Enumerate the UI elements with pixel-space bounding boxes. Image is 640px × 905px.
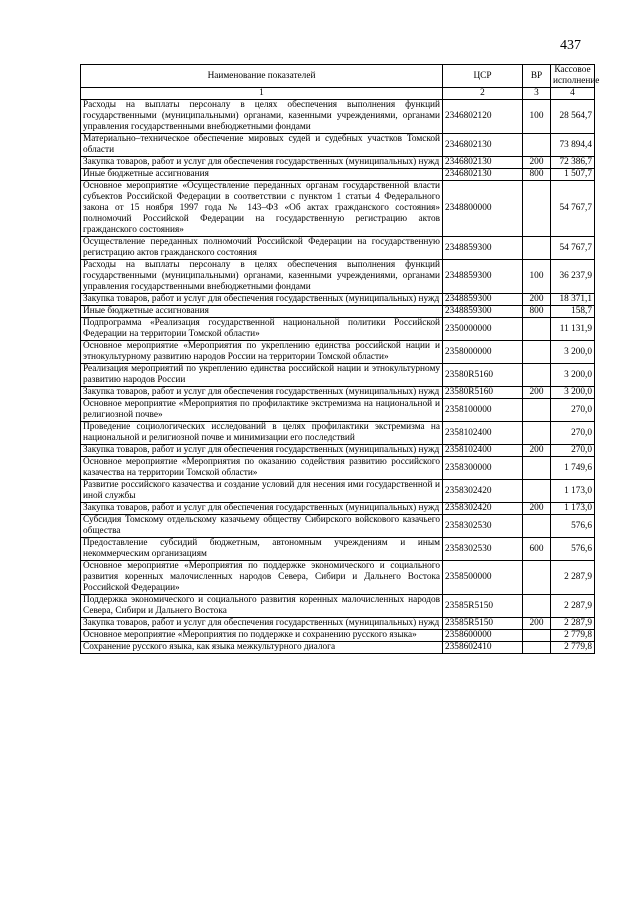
row-name-cell: Предоставление субсидий бюджетным, автономным учреждениям и иным некоммерческим организациям: [81, 538, 443, 561]
row-csr-cell: 2358602410: [443, 642, 523, 654]
row-vr-cell: [523, 457, 551, 480]
table-row: [81, 561, 595, 595]
row-name-cell: Расходы на выплаты персоналу в целях обеспечения выполнения функций государственными (муниципальными) органами, казенными учреждениями, органами управления государственными внебюджетными фондами: [81, 100, 443, 134]
row-vr-cell: [523, 422, 551, 445]
table-row: [81, 515, 595, 538]
row-sum-cell: 3 200,0: [551, 387, 595, 399]
row-name-cell: Иные бюджетные ассигнования: [81, 169, 443, 181]
row-vr-cell: [523, 181, 551, 237]
table-row: [81, 630, 595, 642]
row-vr-cell: [523, 318, 551, 341]
column-number: 1: [81, 88, 443, 100]
header-vr: ВР: [523, 65, 551, 88]
row-name-cell: Основное мероприятие «Мероприятия по укреплению единства российской нации и этнокультурному развитию народов России на территории Томской области»: [81, 341, 443, 364]
table-row: [81, 618, 595, 630]
table-row: [81, 457, 595, 480]
row-vr-cell: 800: [523, 306, 551, 318]
row-name-cell: Материально–техническое обеспечение мировых судей и судебных участков Томской области: [81, 134, 443, 157]
row-csr-cell: 23580R5160: [443, 387, 523, 399]
table-row: [81, 503, 595, 515]
table-row: [81, 445, 595, 457]
table-row: [81, 387, 595, 399]
row-name-cell: Основное мероприятие «Мероприятия по поддержке экономического и социального развития коренных малочисленных народов Севера, Сибири и Дальнего Востока Российской Федерации»: [81, 561, 443, 595]
row-vr-cell: [523, 364, 551, 387]
row-csr-cell: 2346802130: [443, 134, 523, 157]
row-sum-cell: 158,7: [551, 306, 595, 318]
row-csr-cell: 2358302420: [443, 480, 523, 503]
table-row: [81, 294, 595, 306]
row-sum-cell: 576,6: [551, 515, 595, 538]
row-csr-cell: 2358600000: [443, 630, 523, 642]
table-row: [81, 538, 595, 561]
row-vr-cell: [523, 642, 551, 654]
table-row: [81, 181, 595, 237]
row-csr-cell: 2358302530: [443, 538, 523, 561]
row-csr-cell: 23585R5150: [443, 618, 523, 630]
row-sum-cell: 1 749,6: [551, 457, 595, 480]
table-row: [81, 399, 595, 422]
header-sum: Кассовое исполнение: [551, 65, 595, 88]
row-sum-cell: 1 173,0: [551, 480, 595, 503]
table-row: [81, 100, 595, 134]
row-vr-cell: 100: [523, 260, 551, 294]
table-row: [81, 134, 595, 157]
row-csr-cell: 2358302420: [443, 503, 523, 515]
table-row: [81, 237, 595, 260]
row-csr-cell: 2348859300: [443, 294, 523, 306]
row-name-cell: Основное мероприятие «Мероприятия по оказанию содействия развитию российского казачества на территории Томской области»: [81, 457, 443, 480]
table-header-row: [81, 65, 595, 88]
row-name-cell: Закупка товаров, работ и услуг для обеспечения государственных (муниципальных) нужд: [81, 503, 443, 515]
row-csr-cell: 2348859300: [443, 306, 523, 318]
page-number: 437: [560, 38, 581, 53]
row-csr-cell: 2358300000: [443, 457, 523, 480]
row-csr-cell: 2348800000: [443, 181, 523, 237]
row-csr-cell: 2350000000: [443, 318, 523, 341]
row-name-cell: Основное мероприятие «Мероприятия по поддержке и сохранению русского языка»: [81, 630, 443, 642]
row-sum-cell: 270,0: [551, 399, 595, 422]
row-sum-cell: 72 386,7: [551, 157, 595, 169]
row-vr-cell: [523, 399, 551, 422]
row-name-cell: Основное мероприятие «Осуществление переданных органам государственной власти субъектов Российской Федерации в соответствии с пунктом 1 статьи 4 Федерального закона от 15 ноября 1997 года № 143–ФЗ «Об актах гражданского состояния» полномочий Российской Федерации на государственную регистрацию актов гражданского состояния»: [81, 181, 443, 237]
row-sum-cell: 1 173,0: [551, 503, 595, 515]
row-sum-cell: 270,0: [551, 422, 595, 445]
budget-execution-table: [80, 64, 600, 654]
row-sum-cell: 2 779,8: [551, 642, 595, 654]
row-sum-cell: 11 131,9: [551, 318, 595, 341]
table-row: [81, 422, 595, 445]
row-csr-cell: 2358500000: [443, 561, 523, 595]
table-row: [81, 642, 595, 654]
row-vr-cell: 600: [523, 538, 551, 561]
row-sum-cell: 73 894,4: [551, 134, 595, 157]
row-vr-cell: 200: [523, 445, 551, 457]
row-vr-cell: 200: [523, 157, 551, 169]
row-sum-cell: 1 507,7: [551, 169, 595, 181]
row-sum-cell: 28 564,7: [551, 100, 595, 134]
row-vr-cell: [523, 561, 551, 595]
row-name-cell: Поддержка экономического и социального развития коренных малочисленных народов Севера, Сибири и Дальнего Востока: [81, 595, 443, 618]
row-name-cell: Развитие российского казачества и создание условий для несения ими государственной и иной службы: [81, 480, 443, 503]
table-row: [81, 341, 595, 364]
table-row: [81, 364, 595, 387]
row-vr-cell: [523, 134, 551, 157]
row-name-cell: Расходы на выплаты персоналу в целях обеспечения выполнения функций государственными (муниципальными) органами, казенными учреждениями, органами управления государственными внебюджетными фондами: [81, 260, 443, 294]
row-sum-cell: 2 287,9: [551, 595, 595, 618]
row-vr-cell: [523, 341, 551, 364]
row-name-cell: Иные бюджетные ассигнования: [81, 306, 443, 318]
row-csr-cell: 2358100000: [443, 399, 523, 422]
column-number: 3: [523, 88, 551, 100]
column-number-row: [81, 88, 595, 100]
row-name-cell: Осуществление переданных полномочий Российской Федерации на государственную регистрацию актов гражданского состояния: [81, 237, 443, 260]
row-csr-cell: 2348859300: [443, 237, 523, 260]
row-csr-cell: 2348859300: [443, 260, 523, 294]
row-csr-cell: 2358302530: [443, 515, 523, 538]
row-sum-cell: 2 779,8: [551, 630, 595, 642]
row-csr-cell: 2358102400: [443, 422, 523, 445]
row-sum-cell: 54 767,7: [551, 181, 595, 237]
row-name-cell: Закупка товаров, работ и услуг для обеспечения государственных (муниципальных) нужд: [81, 294, 443, 306]
row-csr-cell: 2346802130: [443, 169, 523, 181]
row-csr-cell: 2358102400: [443, 445, 523, 457]
row-vr-cell: 200: [523, 294, 551, 306]
row-name-cell: Проведение социологических исследований в целях профилактики экстремизма на национальной и религиозной почве и минимизации его последствий: [81, 422, 443, 445]
row-vr-cell: [523, 480, 551, 503]
row-name-cell: Закупка товаров, работ и услуг для обеспечения государственных (муниципальных) нужд: [81, 157, 443, 169]
table-row: [81, 306, 595, 318]
row-csr-cell: 2346802130: [443, 157, 523, 169]
row-name-cell: Подпрограмма «Реализация государственной национальной политики Российской Федерации на территории Томской области»: [81, 318, 443, 341]
row-csr-cell: 2346802120: [443, 100, 523, 134]
row-sum-cell: 3 200,0: [551, 341, 595, 364]
row-vr-cell: 200: [523, 503, 551, 515]
row-sum-cell: 54 767,7: [551, 237, 595, 260]
row-sum-cell: 2 287,9: [551, 618, 595, 630]
table-body: [81, 100, 595, 654]
row-csr-cell: 23585R5150: [443, 595, 523, 618]
table-row: [81, 169, 595, 181]
row-name-cell: Закупка товаров, работ и услуг для обеспечения государственных (муниципальных) нужд: [81, 445, 443, 457]
row-vr-cell: 200: [523, 618, 551, 630]
row-vr-cell: 200: [523, 387, 551, 399]
row-sum-cell: 36 237,9: [551, 260, 595, 294]
row-vr-cell: [523, 515, 551, 538]
row-name-cell: Сохранение русского языка, как языка межкультурного диалога: [81, 642, 443, 654]
row-name-cell: Закупка товаров, работ и услуг для обеспечения государственных (муниципальных) нужд: [81, 387, 443, 399]
row-name-cell: Реализация мероприятий по укреплению единства российской нации и этнокультурному развитию народов России: [81, 364, 443, 387]
row-sum-cell: 270,0: [551, 445, 595, 457]
row-vr-cell: [523, 237, 551, 260]
row-sum-cell: 2 287,9: [551, 561, 595, 595]
row-vr-cell: 100: [523, 100, 551, 134]
column-number: 4: [551, 88, 595, 100]
row-csr-cell: 2358000000: [443, 341, 523, 364]
row-name-cell: Субсидия Томскому отдельскому казачьему обществу Сибирского войскового казачьего общества: [81, 515, 443, 538]
row-sum-cell: 18 371,1: [551, 294, 595, 306]
header-csr: ЦСР: [443, 65, 523, 88]
header-name: Наименование показателей: [81, 65, 443, 88]
table-row: [81, 157, 595, 169]
row-csr-cell: 23580R5160: [443, 364, 523, 387]
row-vr-cell: [523, 595, 551, 618]
table-row: [81, 318, 595, 341]
row-sum-cell: 576,6: [551, 538, 595, 561]
table-row: [81, 260, 595, 294]
row-name-cell: Основное мероприятие «Мероприятия по профилактике экстремизма на национальной и религиозной почве»: [81, 399, 443, 422]
table-row: [81, 595, 595, 618]
column-number: 2: [443, 88, 523, 100]
table-row: [81, 480, 595, 503]
row-sum-cell: 3 200,0: [551, 364, 595, 387]
row-name-cell: Закупка товаров, работ и услуг для обеспечения государственных (муниципальных) нужд: [81, 618, 443, 630]
row-vr-cell: 800: [523, 169, 551, 181]
row-vr-cell: [523, 630, 551, 642]
